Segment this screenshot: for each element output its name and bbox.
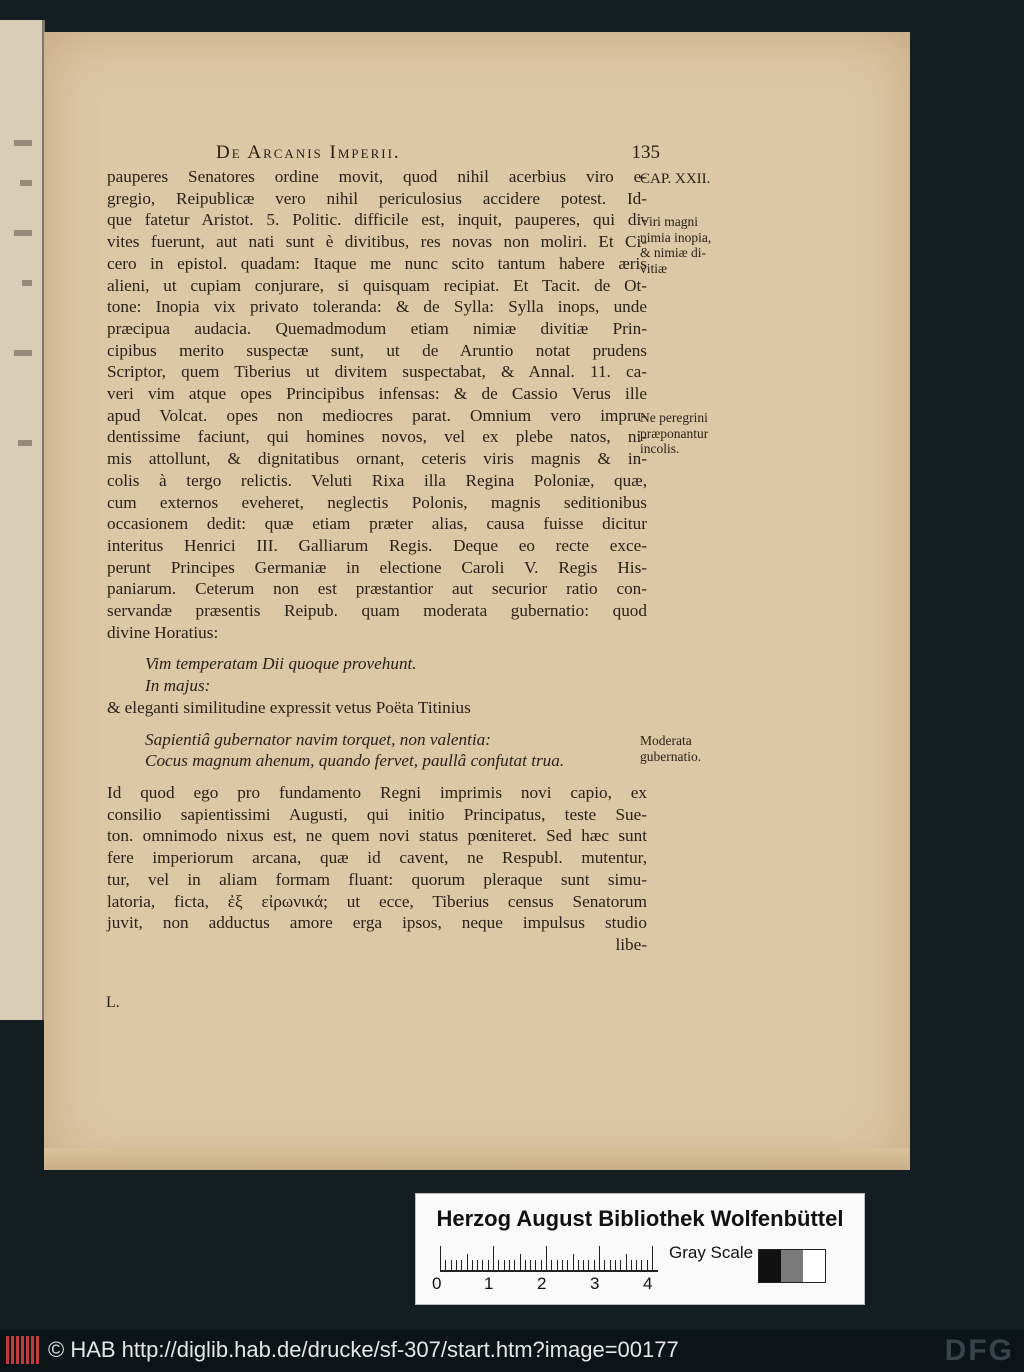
- text-line: interitus Henrici III. Galliarum Regis. Deque eo recte exce-: [107, 535, 647, 555]
- text-line: & eleganti similitudine expressit vetus Poëta Titinius: [107, 697, 471, 717]
- ruler-tick: [631, 1260, 632, 1270]
- text-line: apud Volcat. opes non mediocres parat. Omnium vero impru-: [107, 405, 647, 425]
- ruler-tick: [461, 1260, 462, 1270]
- dfg-logo: DFG: [944, 1334, 1014, 1367]
- catchword: libe-: [615, 934, 647, 954]
- ruler-tick: [594, 1260, 595, 1270]
- book-page: [44, 32, 910, 1170]
- ruler-tick: [445, 1260, 446, 1270]
- signature-mark: L.: [106, 994, 120, 1011]
- swatch-dark: [759, 1250, 781, 1282]
- library-color-label: [415, 1193, 865, 1305]
- page-number: 135: [631, 142, 660, 163]
- ruler-tick: [488, 1260, 489, 1270]
- text-line: vites fuerunt, aut nati sunt è divitibus, res novas non moliri. Et Ci-: [107, 232, 647, 252]
- scale-ruler: [440, 1244, 658, 1272]
- ruler-tick: [557, 1260, 558, 1270]
- verse-line: Sapientiâ gubernator navim torquet, non valentia:: [145, 729, 491, 749]
- ruler-tick: [583, 1260, 584, 1270]
- running-title: De Arcanis Imperii.: [216, 142, 401, 163]
- ruler-tick: [535, 1260, 536, 1270]
- text-line: gregio, Reipublicæ vero nihil periculosius accidere potest. Id-: [107, 188, 647, 208]
- verse-line: Vim temperatam Dii quoque provehunt.: [145, 654, 417, 674]
- text-line: latoria, ficta, ἐξ εἰρωνικά; ut ecce, Tiberius census Senatorum: [107, 891, 647, 911]
- ruler-tick: [493, 1246, 494, 1270]
- ruler-tick: [472, 1260, 473, 1270]
- ruler-tick: [467, 1254, 468, 1270]
- scale-number: 4: [643, 1274, 653, 1293]
- ruler-tick: [604, 1260, 605, 1270]
- ruler-tick: [620, 1260, 621, 1270]
- copyright-url[interactable]: © HAB http://diglib.hab.de/drucke/sf-307/start.htm?image=00177: [48, 1337, 679, 1362]
- gray-scale-label: Gray Scale: [669, 1243, 754, 1262]
- main-text: [107, 166, 647, 956]
- text-line: Id quod ego pro fundamento Regni imprimis novi capio, ex: [107, 782, 647, 802]
- text-line: perunt Principes Germaniæ in electione Caroli V. Regis His-: [107, 557, 647, 577]
- ruler-tick: [525, 1260, 526, 1270]
- text-line: ton. omnimodo nixus est, ne quem novi status pœniteret. Sed hæc sunt: [107, 826, 647, 846]
- text-line: consilio sapientissimi Augusti, qui initio Principatus, teste Sue-: [107, 804, 647, 824]
- ruler-tick: [599, 1246, 600, 1270]
- ruler-tick: [578, 1260, 579, 1270]
- logo-bar: [36, 1336, 39, 1364]
- scale-numbers: [432, 1274, 672, 1296]
- text-line: tur, vel in aliam formam fluant: quorum pleraque sunt simu-: [107, 869, 647, 889]
- ruler-tick: [626, 1254, 627, 1270]
- ruler-tick: [546, 1246, 547, 1270]
- ruler-tick: [652, 1246, 653, 1270]
- ruler-tick: [641, 1260, 642, 1270]
- text-line: dentissime faciunt, qui homines novos, vel ex plebe natos, ni-: [107, 427, 647, 447]
- scale-number: 0: [432, 1274, 442, 1293]
- ruler-tick: [514, 1260, 515, 1270]
- ruler-tick: [541, 1260, 542, 1270]
- scale-number: 1: [484, 1274, 494, 1293]
- ruler-tick: [562, 1260, 563, 1270]
- text-line: cero in epistol. quadam: Itaque me nunc scito tantum habere æris: [107, 253, 647, 273]
- running-header: [216, 142, 660, 164]
- verse-line: Cocus magnum ahenum, quando fervet, paullâ confutat trua.: [145, 751, 565, 771]
- ruler-tick: [477, 1260, 478, 1270]
- logo-bar: [31, 1336, 34, 1364]
- ruler-tick: [588, 1260, 589, 1270]
- hab-logo-icon: [6, 1336, 40, 1364]
- ruler-tick: [647, 1260, 648, 1270]
- text-line: tone: Inopia vix privato toleranda: & de Sylla: Sylla inops, unde: [107, 297, 647, 317]
- logo-bar: [6, 1336, 9, 1364]
- ruler-tick: [456, 1260, 457, 1270]
- scale-number: 3: [590, 1274, 600, 1293]
- ruler-tick: [451, 1260, 452, 1270]
- ruler-tick: [520, 1254, 521, 1270]
- text-line: paniarum. Ceterum non est præstantior aut securior ratio con-: [107, 579, 647, 599]
- swatch-mid: [781, 1250, 803, 1282]
- ruler-tick: [504, 1260, 505, 1270]
- scale-number: 2: [537, 1274, 547, 1293]
- ruler-tick: [498, 1260, 499, 1270]
- marginal-note: Ne peregrini præponantur incolis.: [640, 410, 709, 456]
- logo-bar: [21, 1336, 24, 1364]
- text-line: juvit, non adductus amore erga ipsos, neque impulsus studio: [107, 913, 647, 933]
- ruler-tick: [636, 1260, 637, 1270]
- previous-page-edge: [0, 20, 45, 1020]
- text-line: Scriptor, quem Tiberius ut divitem suspectabat, & Annal. 11. ca-: [107, 362, 647, 382]
- ruler-tick: [551, 1260, 552, 1270]
- ruler-tick: [440, 1246, 441, 1270]
- text-line: mis attollunt, & dignitatibus ornant, ceteris viris magnis & in-: [107, 449, 647, 469]
- text-line: servandæ præsentis Reipub. quam moderata gubernatio: quod: [107, 601, 647, 621]
- text-line: colis à tergo relictis. Veluti Rixa illa Regina Poloniæ, quæ,: [107, 470, 647, 490]
- library-name: Herzog August Bibliothek Wolfenbüttel: [436, 1206, 844, 1231]
- logo-bar: [26, 1336, 29, 1364]
- ruler-tick: [482, 1260, 483, 1270]
- text-line: veri vim atque opes Principibus infensas: & de Cassio Verus ille: [107, 384, 647, 404]
- text-line: cum externos eveheret, neglectis Polonis, magnis seditionibus: [107, 492, 647, 512]
- marginal-note: Viri magni nimia inopia, & nimiæ di- vitiæ: [640, 214, 712, 276]
- chapter-marginal: CAP. XXII.: [640, 171, 711, 187]
- ruler-tick: [530, 1260, 531, 1270]
- ruler-tick: [610, 1260, 611, 1270]
- swatch-light: [803, 1250, 825, 1282]
- text-line: fere imperiorum arcana, quæ id cavent, ne Respubl. mutentur,: [107, 848, 647, 868]
- ruler-tick: [615, 1260, 616, 1270]
- logo-bar: [16, 1336, 19, 1364]
- ruler-tick: [567, 1260, 568, 1270]
- text-line: divine Horatius:: [107, 622, 219, 642]
- text-line: alieni, ut cupiam conjurare, si quisquam recipiat. Et Tacit. de Ot-: [107, 275, 647, 295]
- text-line: præcipua audacia. Quemadmodum etiam nimiæ divitiæ Prin-: [107, 318, 647, 338]
- logo-bar: [11, 1336, 14, 1364]
- text-line: cipibus merito suspectæ sunt, ut de Aruntio notat prudens: [107, 340, 647, 360]
- text-line: que fatetur Aristot. 5. Politic. difficile est, inquit, pauperes, qui di-: [107, 210, 647, 230]
- text-line: pauperes Senatores ordine movit, quod nihil acerbius viro e-: [107, 167, 647, 186]
- ruler-tick: [573, 1254, 574, 1270]
- marginal-note: Moderata gubernatio.: [640, 733, 702, 764]
- text-line: occasionem dedit: quæ etiam præter alias, causa fuisse dicitur: [107, 514, 647, 534]
- gray-scale-swatch: [758, 1249, 826, 1283]
- ruler-tick: [509, 1260, 510, 1270]
- verse-line: In majus:: [145, 676, 211, 696]
